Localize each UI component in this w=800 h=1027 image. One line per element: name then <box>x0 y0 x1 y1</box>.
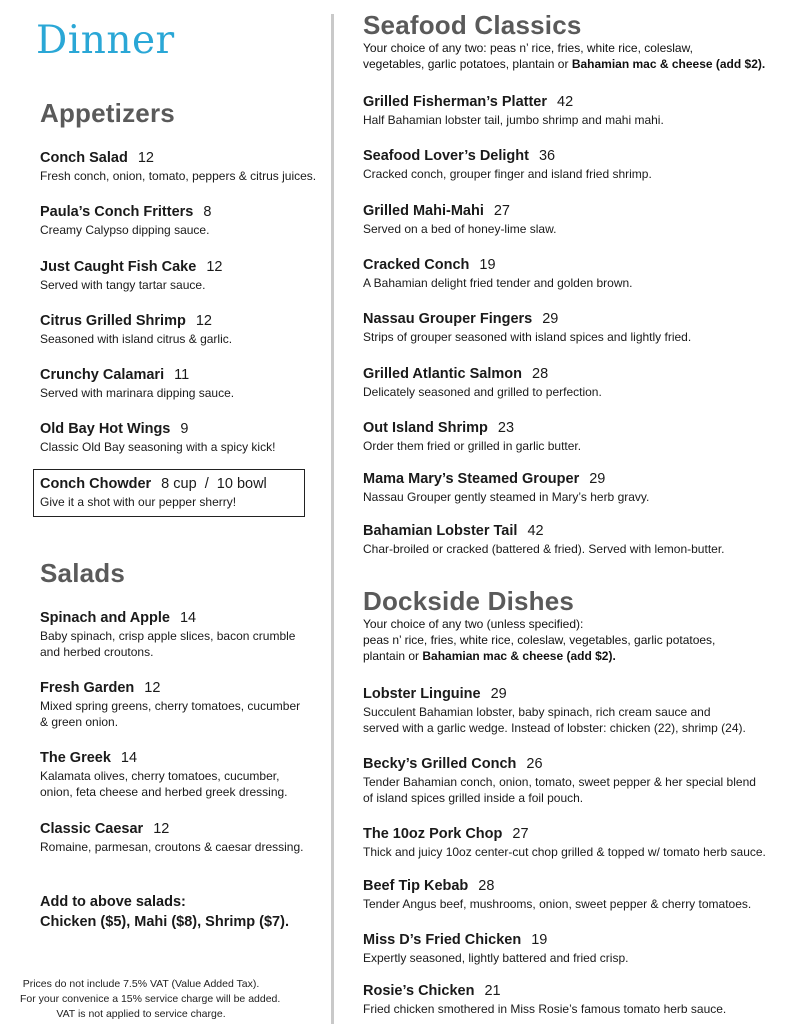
item-price: 29 <box>490 686 507 702</box>
menu-item <box>40 366 320 401</box>
menu-item <box>363 202 793 237</box>
item-description: Baby spinach, crisp apple slices, bacon crumble and herbed croutons. <box>40 629 296 659</box>
menu-item <box>363 470 793 505</box>
menu-item <box>40 258 320 293</box>
menu-item <box>40 149 320 184</box>
menu-item <box>40 679 320 730</box>
item-description: Half Bahamian lobster tail, jumbo shrimp and mahi mahi. <box>363 113 664 127</box>
item-description: Nassau Grouper gently steamed in Mary’s herb gravy. <box>363 490 650 504</box>
item-price: 42 <box>557 94 574 110</box>
tax-footnote: Prices do not include 7.5% VAT (Value Added Tax). For your convenice a 15% service charge will be added. VAT is not applied to service charge. <box>20 978 281 1020</box>
item-description: Fried chicken smothered in Miss Rosie’s famous tomato herb sauce. <box>363 1002 727 1016</box>
item-price: 23 <box>497 420 515 436</box>
item-name: The Greek <box>40 750 111 766</box>
menu-item <box>40 820 320 855</box>
item-description: Served on a bed of honey-lime slaw. <box>363 222 557 236</box>
item-name: Mama Mary’s Steamed Grouper <box>363 471 580 487</box>
menu-item <box>363 982 793 1017</box>
item-description: Romaine, parmesan, croutons & caesar dressing. <box>40 840 304 854</box>
item-name: Classic Caesar <box>40 821 144 837</box>
item-price: 14 <box>120 750 138 766</box>
item-name: Citrus Grilled Shrimp <box>40 313 186 329</box>
item-name: Out Island Shrimp <box>363 420 488 436</box>
item-name: Grilled Fisherman’s Platter <box>363 94 547 110</box>
featured-item-box <box>33 469 305 517</box>
item-name: Paula’s Conch Fritters <box>40 204 194 220</box>
dockside-heading: Dockside Dishes <box>363 586 575 616</box>
item-name: Lobster Linguine <box>363 686 481 702</box>
item-description: Thick and juicy 10oz center-cut chop grilled & topped w/ tomato herb sauce. <box>363 845 766 859</box>
appetizers-heading: Appetizers <box>40 98 175 128</box>
item-price: 29 <box>542 311 559 327</box>
dockside-intro: Your choice of any two (unless specified): peas n’ rice, fries, white rice, coleslaw, vegetables, garlic potatoes, plantain or Bahamian mac & cheese (add $2). <box>363 617 716 663</box>
item-price: 12 <box>206 259 223 275</box>
item-name: Conch Chowder <box>40 476 152 492</box>
menu-item <box>363 147 793 182</box>
menu-item <box>40 749 320 800</box>
salads-heading: Salads <box>40 558 126 588</box>
item-description: Expertly seasoned, lightly battered and fried crisp. <box>363 951 629 965</box>
item-name: Just Caught Fish Cake <box>40 259 197 275</box>
item-price: 8 <box>203 204 212 220</box>
item-name: Cracked Conch <box>363 257 470 273</box>
menu-item <box>40 420 320 455</box>
menu-item <box>363 522 793 557</box>
menu-title: Dinner <box>36 18 175 63</box>
item-description: Served with marinara dipping sauce. <box>40 386 235 400</box>
item-price: 8 cup / 10 bowl <box>161 476 267 492</box>
item-price: 21 <box>484 983 501 999</box>
item-price: 28 <box>478 878 495 894</box>
menu-item <box>363 755 793 806</box>
item-description: Creamy Calypso dipping sauce. <box>40 223 210 237</box>
item-description: A Bahamian delight fried tender and golden brown. <box>363 276 633 290</box>
seafood-heading: Seafood Classics <box>363 10 582 40</box>
item-price: 19 <box>531 932 548 948</box>
salad-addons <box>40 892 289 932</box>
menu-item <box>40 203 320 238</box>
item-price: 29 <box>589 471 606 487</box>
menu-item <box>363 310 793 345</box>
addons-heading: Add to above salads: <box>40 894 186 910</box>
item-description: Give it a shot with our pepper sherry! <box>40 495 237 509</box>
item-price: 27 <box>512 826 529 842</box>
item-price: 12 <box>195 313 212 329</box>
item-description: Classic Old Bay seasoning with a spicy kick! <box>40 440 276 454</box>
item-name: Bahamian Lobster Tail <box>363 523 518 539</box>
menu-item <box>363 93 793 128</box>
item-name: Conch Salad <box>40 150 128 166</box>
item-price: 11 <box>174 367 190 383</box>
item-name: Old Bay Hot Wings <box>40 421 171 437</box>
item-name: Seafood Lover’s Delight <box>363 148 529 164</box>
menu-item <box>40 609 320 660</box>
item-price: 19 <box>479 257 496 273</box>
item-price: 26 <box>526 756 543 772</box>
item-description: Strips of grouper seasoned with island spices and lightly fried. <box>363 330 692 344</box>
item-price: 12 <box>137 150 154 166</box>
item-price: 27 <box>493 203 510 219</box>
menu-item <box>363 877 793 912</box>
item-name: Nassau Grouper Fingers <box>363 311 533 327</box>
item-name: Miss D’s Fried Chicken <box>363 932 522 948</box>
item-name: Grilled Mahi-Mahi <box>363 203 484 219</box>
item-name: Grilled Atlantic Salmon <box>363 366 522 382</box>
item-price: 12 <box>153 821 170 837</box>
item-price: 14 <box>179 610 197 626</box>
menu-item <box>363 419 793 454</box>
item-price: 12 <box>144 680 161 696</box>
item-description: Served with tangy tartar sauce. <box>40 278 206 292</box>
item-name: Beef Tip Kebab <box>363 878 469 894</box>
column-divider <box>331 14 334 1024</box>
item-description: Kalamata olives, cherry tomatoes, cucumber, onion, feta cheese and herbed greek dressing. <box>40 769 288 799</box>
item-price: 36 <box>538 148 556 164</box>
item-name: Becky’s Grilled Conch <box>363 756 517 772</box>
item-price: 28 <box>532 366 549 382</box>
item-name: Spinach and Apple <box>40 610 170 626</box>
item-description: Seasoned with island citrus & garlic. <box>40 332 233 346</box>
addons-prices: Chicken ($5), Mahi ($8), Shrimp ($7). <box>40 914 289 930</box>
item-description: Mixed spring greens, cherry tomatoes, cucumber & green onion. <box>40 699 301 729</box>
item-description: Tender Angus beef, mushrooms, onion, sweet pepper & cherry tomatoes. <box>363 897 752 911</box>
item-price: 9 <box>180 421 189 437</box>
item-description: Order them fried or grilled in garlic butter. <box>363 439 582 453</box>
menu-item <box>363 685 793 736</box>
item-description: Delicately seasoned and grilled to perfection. <box>363 385 602 399</box>
menu-item <box>363 931 793 966</box>
item-name: The 10oz Pork Chop <box>363 826 503 842</box>
menu-item <box>363 256 793 291</box>
item-name: Crunchy Calamari <box>40 367 165 383</box>
item-description: Cracked conch, grouper finger and island fried shrimp. <box>363 167 652 181</box>
item-description: Fresh conch, onion, tomato, peppers & citrus juices. <box>40 169 317 183</box>
item-description: Succulent Bahamian lobster, baby spinach, rich cream sauce and served with a garlic wedge. Instead of lobster: chicken (22), shrimp (24). <box>363 705 746 735</box>
menu-item <box>363 365 793 400</box>
menu-item <box>363 825 793 860</box>
item-price: 42 <box>527 523 544 539</box>
seafood-intro: Your choice of any two: peas n’ rice, fries, white rice, coleslaw, vegetables, garlic potatoes, plantain or Bahamian mac & cheese (add $2). <box>363 41 766 71</box>
item-name: Fresh Garden <box>40 680 135 696</box>
item-description: Char-broiled or cracked (battered & fried). Served with lemon-butter. <box>363 542 725 556</box>
item-description: Tender Bahamian conch, onion, tomato, sweet pepper & her special blend of island spices grilled inside a foil pouch. <box>363 775 756 805</box>
menu-item <box>40 312 320 347</box>
item-name: Rosie’s Chicken <box>363 983 475 999</box>
